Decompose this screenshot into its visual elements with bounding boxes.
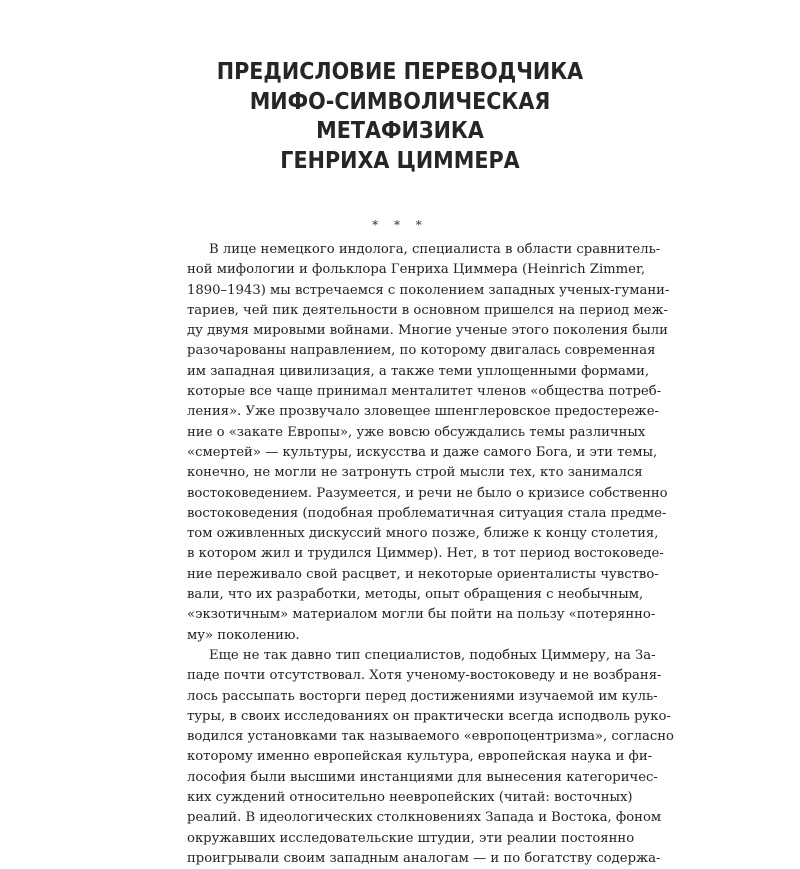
text-line: им западная цивилизация, а также теми уплощенными формами, [187, 363, 650, 379]
text-line: в котором жил и трудился Циммер). Нет, в тот период востоковеде- [187, 546, 664, 562]
text-line: том оживленных дискуссий много позже, ближе к концу столетия, [187, 526, 659, 542]
paragraph-1 [187, 240, 670, 646]
text-line: востоковедением. Разумеется, и речи не было о кризисе собственно [187, 485, 668, 501]
text-line: ду двумя мировыми войнами. Многие ученые этого поколения были [187, 323, 668, 339]
text-line: ких суждений относительно неевропейских (читай: восточных) [187, 790, 633, 806]
text-line: лософия были высшими инстанциями для вынесения категоричес- [187, 769, 658, 785]
text-line: ления». Уже прозвучало зловещее шпенглеровское предостереже- [187, 404, 659, 420]
text-line: разочарованы направлением, по которому двигалась современная [187, 343, 656, 359]
text-line: ние о «закате Европы», уже вовсю обсуждались темы различных [187, 424, 646, 440]
text-line: 1890–1943) мы встречаемся с поколением западных ученых-гумани- [187, 282, 670, 298]
text-line: которому именно европейская культура, европейская наука и фи- [187, 749, 653, 765]
paragraph-2 [187, 646, 674, 869]
text-line: лось рассыпать восторги перед достижениями изучаемой им куль- [187, 688, 658, 704]
text-line: реалий. В идеологических столкновениях Запада и Востока, фоном [187, 810, 662, 826]
title-line-4: ГЕНРИХА ЦИММЕРА [280, 147, 520, 174]
text-line: «экзотичным» материалом могли бы пойти на пользу «потерянно- [187, 607, 656, 623]
text-line: ние переживало свой расцвет, и некоторые ориенталисты чувство- [187, 566, 659, 582]
text-line: В лице немецкого индолога, специалиста в области сравнитель- [209, 242, 661, 257]
text-line: которые все чаще принимал менталитет членов «общества потреб- [187, 384, 662, 400]
chapter-title [0, 58, 800, 176]
text-line: окружавших исследовательские штудии, эти реалии постоянно [187, 830, 635, 846]
text-line: водился установками так называемого «европоцентризма», согласно [187, 729, 674, 745]
text-line: конечно, не могли не затронуть строй мысли тех, кто занимался [187, 465, 643, 481]
text-line: туры, в своих исследованиях он практически всегда исподволь руко- [187, 708, 671, 724]
text-line: тариев, чей пик деятельности в основном пришелся на период меж- [187, 302, 669, 318]
text-line: востоковедения (подобная проблематичная ситуация стала предме- [187, 505, 667, 521]
text-line: паде почти отсутствовал. Хотя ученому-востоковеду и не возбраня- [187, 668, 662, 684]
text-line: му» поколению. [187, 627, 300, 643]
title-line-2: МИФО-СИМВОЛИЧЕСКАЯ [249, 88, 551, 115]
text-line: вали, что их разработки, методы, опыт обращения с необычным, [187, 587, 644, 603]
title-line-1: ПРЕДИСЛОВИЕ ПЕРЕВОДЧИКА [216, 59, 584, 85]
text-line: «смертей» — культуры, искусства и даже самого Бога, и эти темы, [187, 444, 658, 460]
text-line: ной мифологии и фольклора Генриха Циммера (Heinrich Zimmer, [187, 262, 646, 278]
body-text [187, 240, 674, 869]
text-line: Еще не так давно тип специалистов, подобных Циммеру, на За- [209, 647, 656, 663]
section-separator: * * * [372, 218, 428, 232]
title-line-3: МЕТАФИЗИКА [316, 118, 484, 144]
text-line: проигрывали своим западным аналогам — и по богатству содержа- [187, 850, 661, 866]
